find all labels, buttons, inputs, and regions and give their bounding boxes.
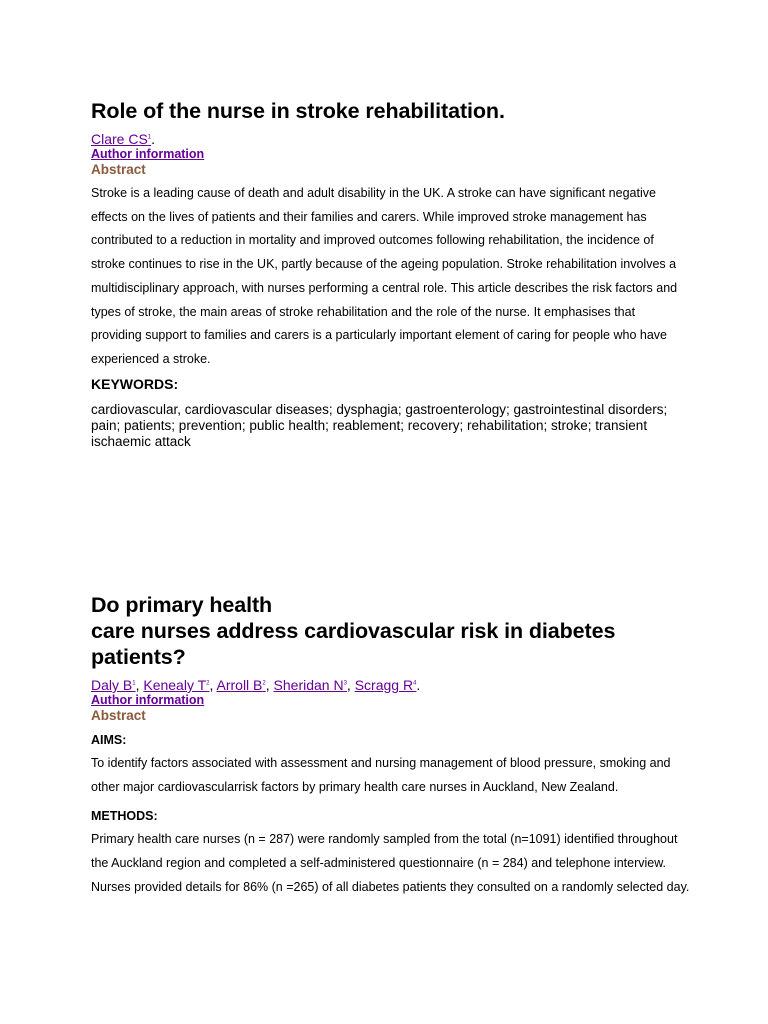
article-primary-health-care-nurses [91,592,691,900]
article-title-line: care nurses address cardiovascular risk in diabetes [91,619,616,643]
aims-text: To identify factors associated with assessment and nursing management of blood pressure, smoking and other major cardiovascularrisk factors by primary health care nurses in Auckland, New Zealand. [91,756,671,794]
author-separator: , [265,677,274,693]
author-name: Clare CS [91,131,148,147]
author-link-arroll[interactable] [217,677,266,693]
keywords-text: cardiovascular, cardiovascular diseases; dysphagia; gastroenterology; gastrointestinal disorders; pain; patients; prevention; public health; reablement; recovery; rehabilitation; stroke; transient ischaemic attack [91,401,668,450]
author-list [91,677,691,693]
article-title [91,98,691,124]
methods-text: Primary health care nurses (n = 287) were randomly sampled from the total (n=1091) identified throughout the Auckland region and completed a self-administered questionnaire (n = 284) and telephone interview. Nurses provided details for 86% (n =265) of all diabetes patients they consulted on a randomly selected day. [91,832,690,894]
author-name: Kenealy T [143,677,207,693]
author-list-end: . [151,131,156,147]
author-separator: , [346,677,355,693]
abstract-heading: Abstract [91,162,146,177]
author-list [91,131,691,147]
author-affiliation-sup: 1 [132,680,136,687]
author-affiliation-sup: 1 [147,134,152,141]
author-affiliation-sup: 4 [413,680,417,687]
aims-heading: AIMS: [91,733,127,747]
author-link-clare[interactable] [91,131,151,147]
author-name: Scragg R [354,677,414,693]
author-name: Daly B [91,677,133,693]
author-affiliation-sup: 3 [343,680,347,687]
author-link-daly[interactable] [91,677,136,693]
author-name: Arroll B [216,677,263,693]
article-title-line: Do primary health [91,593,273,617]
abstract-heading: Abstract [91,708,146,723]
author-link-kenealy[interactable] [143,677,209,693]
author-separator: , [135,677,144,693]
article-stroke-rehabilitation [91,98,691,451]
article-title-line: patients? [91,645,186,669]
author-affiliation-sup: 2 [262,680,266,687]
author-information-link[interactable]: Author information [91,147,205,161]
author-separator: , [209,677,217,693]
article-title [91,592,691,670]
author-link-scragg[interactable] [355,677,417,693]
methods-heading: METHODS: [91,809,158,824]
article-title-line: Role of the nurse in stroke rehabilitation. [91,99,505,123]
abstract-text: Stroke is a leading cause of death and adult disability in the UK. A stroke can have significant negative effects on the lives of patients and their families and carers. While improved stroke management has contributed to a reduction in mortality and improved outcomes following rehabilitation, the incidence of stroke continues to rise in the UK, partly because of the ageing population. Stroke rehabilitation involves a multidisciplinary approach, with nurses performing a central role. This article describes the risk factors and types of stroke, the main areas of stroke rehabilitation and the role of the nurse. It emphasises that providing support to families and carers is a particularly important element of caring for people who have experienced a stroke. [91,186,678,366]
author-list-end: . [416,677,421,693]
author-affiliation-sup: 2 [206,680,210,687]
author-link-sheridan[interactable] [274,677,347,693]
author-name: Sheridan N [273,677,344,693]
keywords-heading: KEYWORDS: [91,375,179,392]
author-information-link[interactable]: Author information [91,693,205,707]
